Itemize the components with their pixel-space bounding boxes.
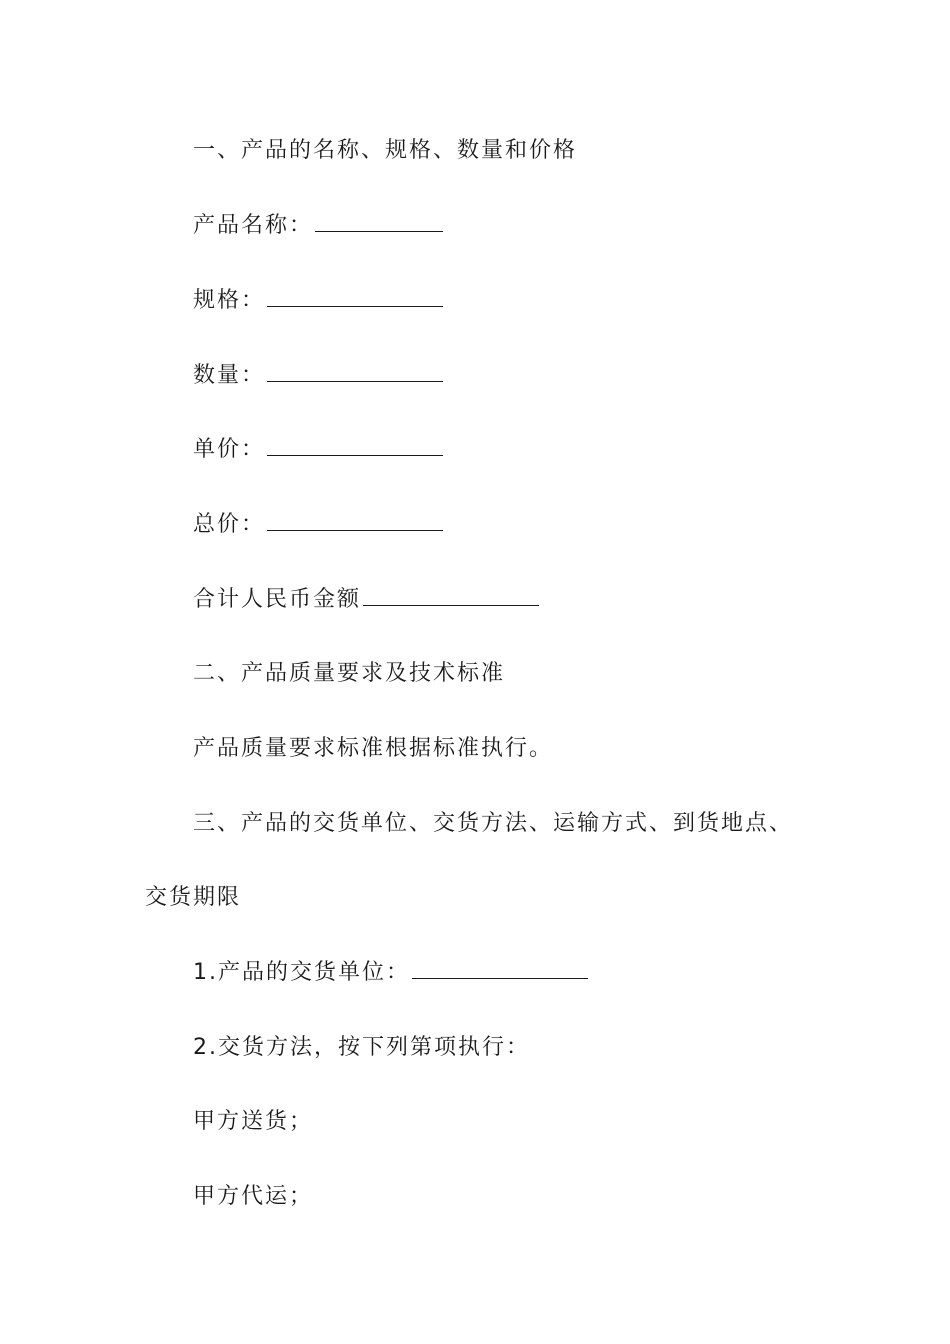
section3-heading-line1 bbox=[193, 810, 793, 838]
total-price-blank bbox=[267, 512, 443, 531]
delivery-method-text: 2.交货方法，按下列第项执行： bbox=[193, 1035, 530, 1060]
option-seller-delivery bbox=[193, 1108, 313, 1136]
option-seller-shipping bbox=[193, 1183, 313, 1211]
section2-heading bbox=[193, 660, 505, 688]
delivery-unit-label: 1.产品的交货单位： bbox=[193, 960, 410, 985]
section2-body-text: 产品质量要求标准根据标准执行。 bbox=[193, 736, 554, 761]
total-rmb-label: 合计人民币金额 bbox=[193, 587, 362, 612]
unit-price-row bbox=[193, 436, 443, 464]
delivery-unit-row bbox=[193, 959, 588, 987]
unit-price-blank bbox=[267, 437, 443, 456]
total-rmb-blank bbox=[363, 587, 539, 606]
product-name-blank bbox=[315, 213, 443, 232]
unit-price-label: 单价： bbox=[193, 437, 266, 462]
quantity-blank bbox=[267, 363, 443, 382]
option-seller-shipping-text: 甲方代运； bbox=[193, 1184, 314, 1209]
section1-heading bbox=[193, 137, 577, 165]
delivery-method-row bbox=[193, 1034, 530, 1062]
section3-heading-line1-text: 三、产品的交货单位、交货方法、运输方式、到货地点、 bbox=[193, 811, 794, 836]
product-name-row bbox=[193, 212, 443, 240]
section2-body bbox=[193, 735, 553, 763]
delivery-unit-blank bbox=[412, 960, 588, 979]
section2-heading-text: 二、产品质量要求及技术标准 bbox=[193, 661, 506, 686]
total-price-row bbox=[193, 511, 443, 539]
quantity-label: 数量： bbox=[193, 363, 266, 388]
section3-heading-line2 bbox=[145, 884, 241, 912]
spec-label: 规格： bbox=[193, 288, 266, 313]
total-rmb-row bbox=[193, 586, 539, 614]
option-seller-delivery-text: 甲方送货； bbox=[193, 1109, 314, 1134]
total-price-label: 总价： bbox=[193, 512, 266, 537]
product-name-label: 产品名称： bbox=[193, 213, 314, 238]
section3-heading-line2-text: 交货期限 bbox=[145, 885, 242, 910]
section1-heading-text: 一、产品的名称、规格、数量和价格 bbox=[193, 138, 578, 163]
quantity-row bbox=[193, 362, 443, 390]
spec-row bbox=[193, 287, 443, 315]
spec-blank bbox=[267, 288, 443, 307]
